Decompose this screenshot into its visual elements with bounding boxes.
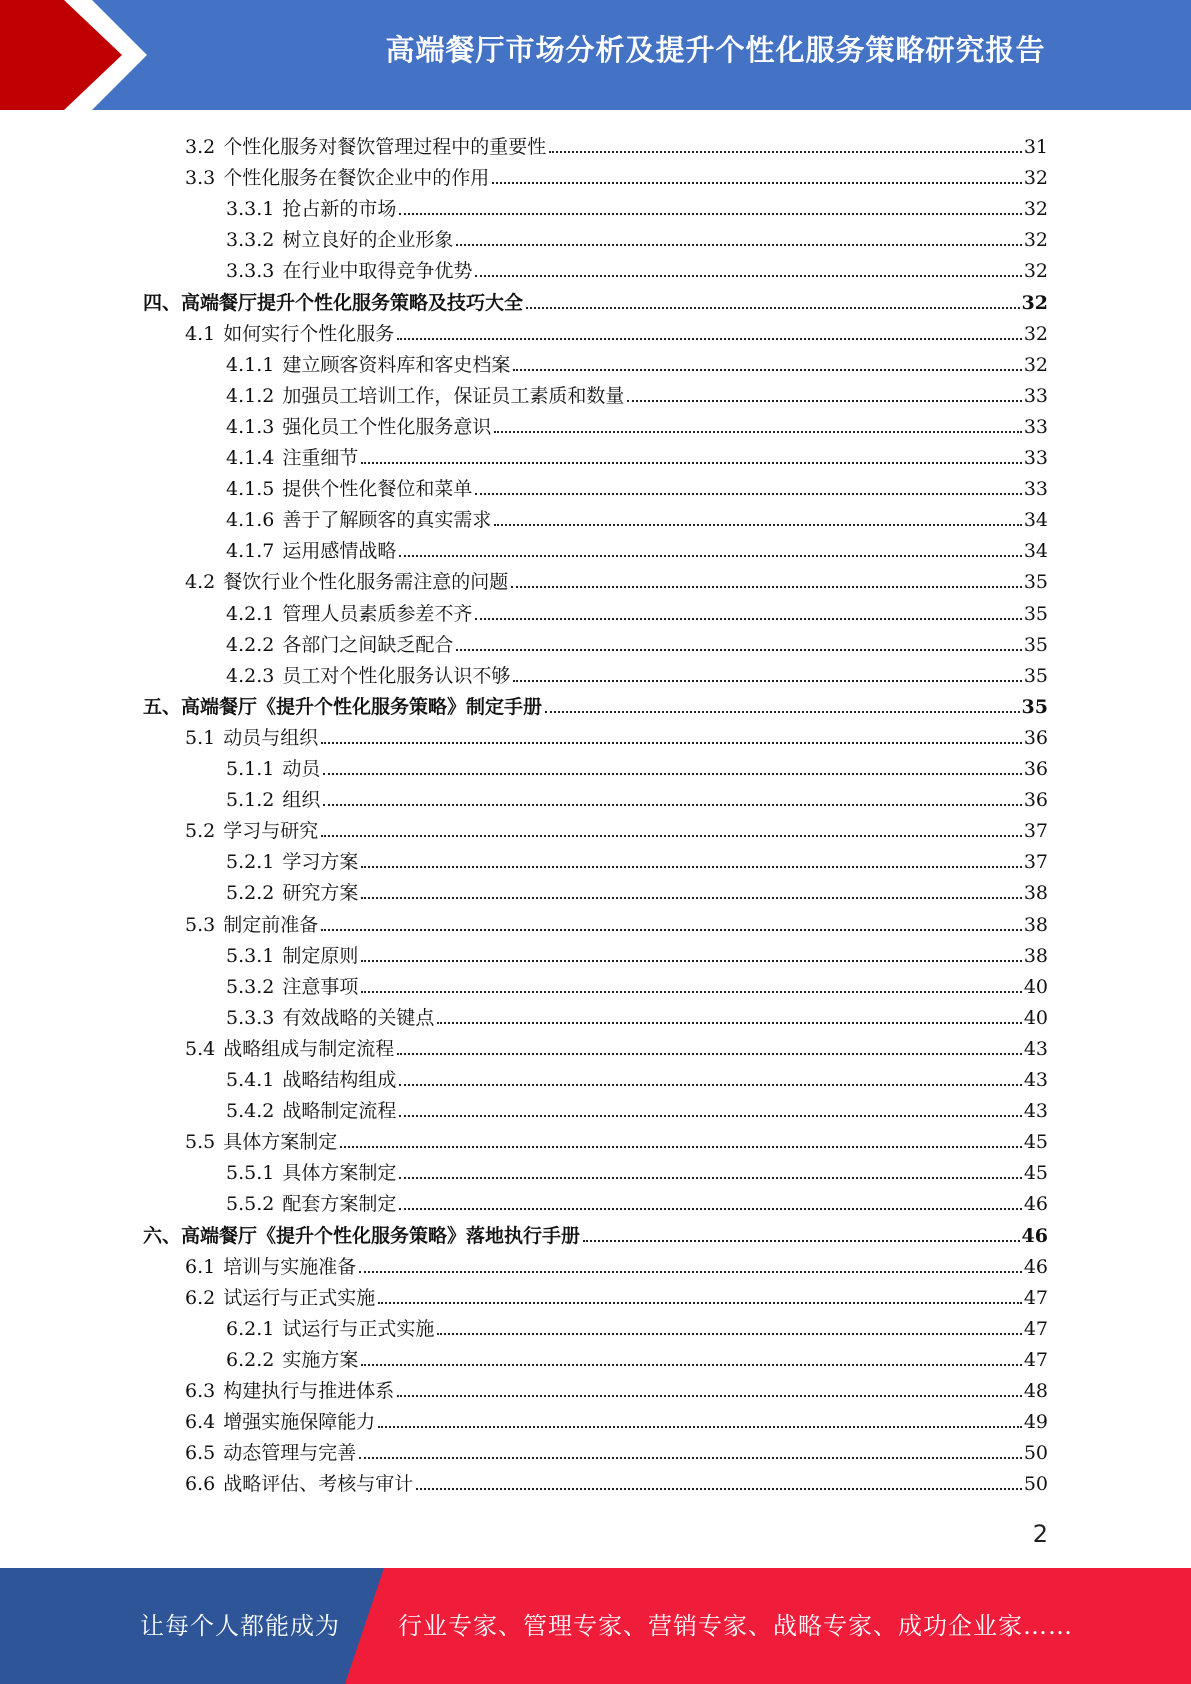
toc-entry-page: 33	[1023, 478, 1048, 501]
toc-entry-page: 35	[1023, 571, 1048, 594]
toc-entry[interactable]	[226, 626, 1048, 657]
toc-entry-number: 4.1.6	[226, 509, 275, 532]
toc-entry[interactable]	[226, 968, 1048, 999]
toc-entry[interactable]	[226, 1092, 1048, 1123]
toc-entry[interactable]	[185, 1465, 1048, 1496]
toc-entry-title: 战略评估、考核与审计	[223, 1473, 414, 1496]
toc-entry-number: 5.5	[185, 1131, 216, 1154]
toc-dot-leader	[545, 711, 1020, 713]
toc-entry-page: 32	[1023, 353, 1048, 376]
toc-entry-title: 四、高端餐厅提升个性化服务策略及技巧大全	[143, 291, 524, 314]
toc-entry-title: 注意事项	[282, 975, 359, 998]
toc-entry-title: 管理人员素质参差不齐	[282, 602, 473, 625]
toc-dot-leader	[513, 369, 1021, 371]
toc-entry-title: 抢占新的市场	[282, 198, 397, 221]
toc-entry-page: 43	[1023, 1069, 1048, 1091]
toc-entry-title: 制定前准备	[223, 913, 319, 936]
toc-dot-leader	[399, 1177, 1021, 1179]
toc-entry-page: 38	[1023, 882, 1048, 905]
toc-entry-title: 动态管理与完善	[223, 1442, 357, 1465]
toc-entry[interactable]	[226, 1061, 1048, 1092]
footer-slogan-left: 让每个人都能成为	[140, 1612, 340, 1640]
toc-entry-title: 注重细节	[282, 447, 359, 469]
toc-entry-page: 35	[1021, 695, 1048, 718]
toc-entry[interactable]	[226, 595, 1048, 626]
toc-entry-page: 36	[1023, 726, 1048, 749]
toc-entry[interactable]	[226, 937, 1048, 968]
toc-entry[interactable]	[185, 1434, 1048, 1465]
toc-entry[interactable]	[185, 315, 1048, 346]
toc-entry-number: 5.3	[185, 913, 216, 936]
toc-entry-number: 6.6	[185, 1473, 216, 1496]
toc-dot-leader	[399, 555, 1021, 557]
toc-entry[interactable]	[185, 1030, 1048, 1061]
toc-dot-leader	[513, 680, 1021, 682]
toc-entry-page: 35	[1023, 664, 1048, 687]
toc-entry-page: 32	[1023, 322, 1048, 345]
toc-entry-number: 6.2	[185, 1286, 216, 1309]
toc-entry[interactable]	[226, 408, 1048, 439]
toc-entry-title: 动员与组织	[223, 726, 319, 749]
toc-entry-title: 构建执行与推进体系	[223, 1380, 395, 1402]
report-title: 高端餐厅市场分析及提升个性化服务策略研究报告	[385, 33, 1046, 67]
toc-dot-leader	[583, 1240, 1020, 1242]
toc-entry[interactable]	[185, 1403, 1048, 1434]
toc-entry-page: 32	[1023, 167, 1048, 190]
toc-entry-title: 增强实施保障能力	[223, 1411, 376, 1434]
toc-entry-number: 3.3.3	[226, 260, 275, 283]
toc-entry-page: 31	[1023, 136, 1048, 158]
toc-entry-page: 36	[1023, 789, 1048, 812]
toc-dot-leader	[397, 1395, 1022, 1397]
toc-entry-title: 学习方案	[282, 851, 359, 874]
toc-entry[interactable]	[185, 719, 1048, 750]
toc-entry-page: 47	[1023, 1317, 1048, 1340]
toc-entry-title: 个性化服务对餐饮管理过程中的重要性	[223, 136, 547, 158]
toc-entry-number: 4.1.4	[226, 447, 275, 469]
toc-entry-title: 具体方案制定	[282, 1162, 397, 1185]
toc-dot-leader	[416, 1488, 1022, 1490]
toc-entry-title: 在行业中取得竞争优势	[282, 260, 473, 283]
toc-entry-page: 47	[1023, 1348, 1048, 1371]
toc-dot-leader	[475, 275, 1021, 277]
toc-entry[interactable]	[226, 843, 1048, 874]
toc-entry-number: 3.2	[185, 136, 216, 158]
toc-entry-page: 33	[1023, 447, 1048, 469]
toc-entry-number: 6.2.2	[226, 1348, 275, 1371]
toc-entry-number: 5.4.2	[226, 1100, 275, 1123]
toc-entry-number: 6.2.1	[226, 1317, 275, 1340]
toc-entry-page: 48	[1023, 1380, 1048, 1402]
toc-dot-leader	[549, 151, 1022, 153]
toc-entry-title: 六、高端餐厅《提升个性化服务策略》落地执行手册	[143, 1224, 581, 1247]
toc-dot-leader	[359, 1271, 1022, 1273]
header-red-arrow-decoration	[0, 0, 150, 110]
toc-entry-title: 加强员工培训工作，保证员工素质和数量	[282, 384, 625, 407]
toc-entry[interactable]	[226, 781, 1048, 812]
toc-entry-page: 50	[1023, 1473, 1048, 1496]
toc-entry[interactable]	[185, 1123, 1048, 1154]
toc-entry-title: 试运行与正式实施	[282, 1317, 435, 1340]
toc-entry-title: 有效战略的关键点	[282, 1006, 435, 1029]
toc-entry[interactable]	[226, 1341, 1048, 1372]
toc-entry-page: 43	[1023, 1100, 1048, 1123]
toc-entry[interactable]	[226, 999, 1048, 1030]
toc-dot-leader	[399, 1084, 1021, 1086]
toc-dot-leader	[475, 618, 1021, 620]
toc-entry[interactable]	[185, 812, 1048, 843]
toc-entry[interactable]	[185, 128, 1048, 159]
toc-entry-title: 战略组成与制定流程	[223, 1037, 395, 1060]
toc-dot-leader	[378, 1426, 1022, 1428]
toc-dot-leader	[511, 586, 1022, 588]
toc-entry[interactable]	[185, 1372, 1048, 1403]
toc-entry-title: 动员	[282, 758, 321, 780]
toc-entry-page: 32	[1023, 229, 1048, 252]
toc-entry[interactable]	[226, 501, 1048, 532]
footer-slogan-right: 行业专家、管理专家、营销专家、战略专家、成功企业家……	[398, 1612, 1073, 1640]
toc-dot-leader	[437, 1022, 1021, 1024]
toc-entry-number: 5.5.1	[226, 1162, 275, 1185]
toc-dot-leader	[361, 1364, 1021, 1366]
toc-entry-number: 4.1.2	[226, 384, 275, 407]
toc-dot-leader	[359, 1457, 1022, 1459]
toc-dot-leader	[456, 649, 1021, 651]
toc-entry-number: 5.4.1	[226, 1069, 275, 1091]
toc-entry-title: 战略结构组成	[282, 1069, 397, 1091]
toc-entry-page: 43	[1023, 1037, 1048, 1060]
toc-entry-title: 运用感情战略	[282, 540, 397, 563]
toc-entry-number: 6.5	[185, 1442, 216, 1465]
toc-entry-page: 49	[1023, 1411, 1048, 1434]
toc-entry-title: 餐饮行业个性化服务需注意的问题	[223, 571, 509, 594]
toc-entry[interactable]	[226, 470, 1048, 501]
toc-entry-number: 5.2	[185, 820, 216, 843]
toc-dot-leader	[321, 835, 1022, 837]
toc-entry[interactable]	[143, 1217, 1048, 1248]
toc-entry[interactable]	[226, 252, 1048, 283]
toc-dot-leader	[399, 1115, 1021, 1117]
toc-dot-leader	[361, 991, 1021, 993]
toc-dot-leader	[321, 929, 1022, 931]
toc-dot-leader	[361, 462, 1021, 464]
toc-entry[interactable]	[226, 377, 1048, 408]
toc-dot-leader	[323, 804, 1021, 806]
toc-entry-page: 35	[1023, 602, 1048, 625]
page-footer	[0, 1568, 1191, 1684]
toc-entry-page: 40	[1023, 1006, 1048, 1029]
toc-entry[interactable]	[226, 1185, 1048, 1216]
toc-entry[interactable]	[226, 874, 1048, 905]
toc-entry-number: 4.2	[185, 571, 216, 594]
toc-dot-leader	[526, 307, 1020, 309]
toc-entry-number: 4.1.5	[226, 478, 275, 501]
toc-entry-number: 5.3.2	[226, 975, 275, 998]
toc-entry-page: 38	[1023, 913, 1048, 936]
toc-entry[interactable]	[226, 750, 1048, 781]
toc-entry[interactable]	[226, 1154, 1048, 1185]
toc-entry-title: 树立良好的企业形象	[282, 229, 454, 252]
toc-entry-number: 5.1.2	[226, 789, 275, 812]
toc-entry-number: 5.3.1	[226, 944, 275, 967]
toc-entry-title: 组织	[282, 789, 321, 812]
page-number: 2	[1032, 1520, 1048, 1548]
toc-entry[interactable]	[185, 1279, 1048, 1310]
toc-dot-leader	[340, 1146, 1022, 1148]
toc-entry[interactable]	[185, 906, 1048, 937]
toc-dot-leader	[378, 1302, 1022, 1304]
toc-entry-number: 3.3	[185, 167, 216, 190]
toc-entry-page: 45	[1023, 1162, 1048, 1185]
toc-entry-number: 5.1	[185, 726, 216, 749]
toc-dot-leader	[627, 400, 1021, 402]
toc-entry[interactable]	[226, 657, 1048, 688]
toc-entry-page: 35	[1023, 633, 1048, 656]
toc-entry-number: 4.2.2	[226, 633, 275, 656]
toc-dot-leader	[397, 1053, 1022, 1055]
toc-entry-page: 33	[1023, 415, 1048, 438]
toc-entry-number: 4.1.7	[226, 540, 275, 563]
toc-dot-leader	[361, 960, 1021, 962]
toc-entry[interactable]	[185, 159, 1048, 190]
toc-entry-number: 6.1	[185, 1255, 216, 1278]
toc-entry-number: 4.1.1	[226, 353, 275, 376]
toc-entry-page: 46	[1023, 1255, 1048, 1278]
toc-entry[interactable]	[185, 1248, 1048, 1279]
toc-entry-number: 5.4	[185, 1037, 216, 1060]
toc-entry-title: 培训与实施准备	[223, 1255, 357, 1278]
toc-entry-title: 提供个性化餐位和菜单	[282, 478, 473, 501]
page-header	[0, 0, 1191, 110]
toc-entry-page: 50	[1023, 1442, 1048, 1465]
toc-entry-number: 4.1	[185, 322, 216, 345]
toc-entry-title: 战略制定流程	[282, 1100, 397, 1123]
toc-entry[interactable]	[226, 439, 1048, 470]
toc-entry-number: 5.2.2	[226, 882, 275, 905]
toc-entry-title: 实施方案	[282, 1348, 359, 1371]
toc-entry-number: 5.1.1	[226, 758, 275, 780]
toc-entry-number: 3.3.2	[226, 229, 275, 252]
toc-entry-title: 具体方案制定	[223, 1131, 338, 1154]
toc-entry-page: 32	[1023, 260, 1048, 283]
toc-entry-page: 36	[1023, 758, 1048, 780]
toc-entry[interactable]	[226, 532, 1048, 563]
toc-entry-page: 32	[1021, 291, 1048, 314]
toc-entry-number: 3.3.1	[226, 198, 275, 221]
toc-entry-title: 配套方案制定	[282, 1193, 397, 1216]
toc-dot-leader	[323, 773, 1021, 775]
toc-entry-title: 学习与研究	[223, 820, 319, 843]
toc-dot-leader	[399, 1208, 1021, 1210]
toc-entry-page: 33	[1023, 384, 1048, 407]
toc-entry[interactable]	[185, 563, 1048, 594]
toc-entry-number: 5.5.2	[226, 1193, 275, 1216]
toc-entry-page: 32	[1023, 198, 1048, 221]
toc-entry-title: 如何实行个性化服务	[223, 322, 395, 345]
toc-dot-leader	[321, 742, 1022, 744]
toc-entry-number: 5.3.3	[226, 1006, 275, 1029]
toc-entry-page: 34	[1023, 509, 1048, 532]
toc-entry-number: 6.3	[185, 1380, 216, 1402]
toc-entry[interactable]	[226, 346, 1048, 377]
toc-entry-number: 4.2.1	[226, 602, 275, 625]
toc-entry-number: 6.4	[185, 1411, 216, 1434]
toc-entry-page: 40	[1023, 975, 1048, 998]
toc-entry-title: 建立顾客资料库和客史档案	[282, 353, 511, 376]
toc-dot-leader	[361, 897, 1021, 899]
toc-entry[interactable]	[143, 688, 1048, 719]
toc-entry-page: 45	[1023, 1131, 1048, 1154]
toc-entry-page: 37	[1023, 851, 1048, 874]
toc-entry-page: 38	[1023, 944, 1048, 967]
toc-dot-leader	[492, 182, 1022, 184]
toc-dot-leader	[437, 1333, 1021, 1335]
toc-entry[interactable]	[226, 221, 1048, 252]
toc-dot-leader	[399, 213, 1021, 215]
toc-entry[interactable]	[226, 190, 1048, 221]
toc-entry[interactable]	[226, 1310, 1048, 1341]
toc-entry-title: 强化员工个性化服务意识	[282, 415, 492, 438]
toc-entry-title: 各部门之间缺乏配合	[282, 633, 454, 656]
toc-entry-title: 员工对个性化服务认识不够	[282, 664, 511, 687]
toc-entry-title: 善于了解顾客的真实需求	[282, 509, 492, 532]
toc-entry-page: 47	[1023, 1286, 1048, 1309]
toc-entry-number: 4.1.3	[226, 415, 275, 438]
toc-entry[interactable]	[143, 284, 1048, 315]
toc-entry-page: 46	[1021, 1224, 1048, 1247]
toc-dot-leader	[361, 866, 1021, 868]
toc-entry-title: 研究方案	[282, 882, 359, 905]
toc-dot-leader	[456, 244, 1021, 246]
toc-entry-page: 46	[1023, 1193, 1048, 1216]
toc-entry-title: 个性化服务在餐饮企业中的作用	[223, 167, 490, 190]
toc-dot-leader	[494, 524, 1021, 526]
toc-dot-leader	[494, 431, 1021, 433]
toc-entry-page: 34	[1023, 540, 1048, 563]
toc-dot-leader	[397, 338, 1022, 340]
toc-entry-number: 4.2.3	[226, 664, 275, 687]
toc-entry-title: 制定原则	[282, 944, 359, 967]
toc-entry-title: 五、高端餐厅《提升个性化服务策略》制定手册	[143, 695, 543, 718]
toc-entry-title: 试运行与正式实施	[223, 1286, 376, 1309]
toc-entry-number: 5.2.1	[226, 851, 275, 874]
toc-entry-page: 37	[1023, 820, 1048, 843]
toc-dot-leader	[475, 493, 1021, 495]
